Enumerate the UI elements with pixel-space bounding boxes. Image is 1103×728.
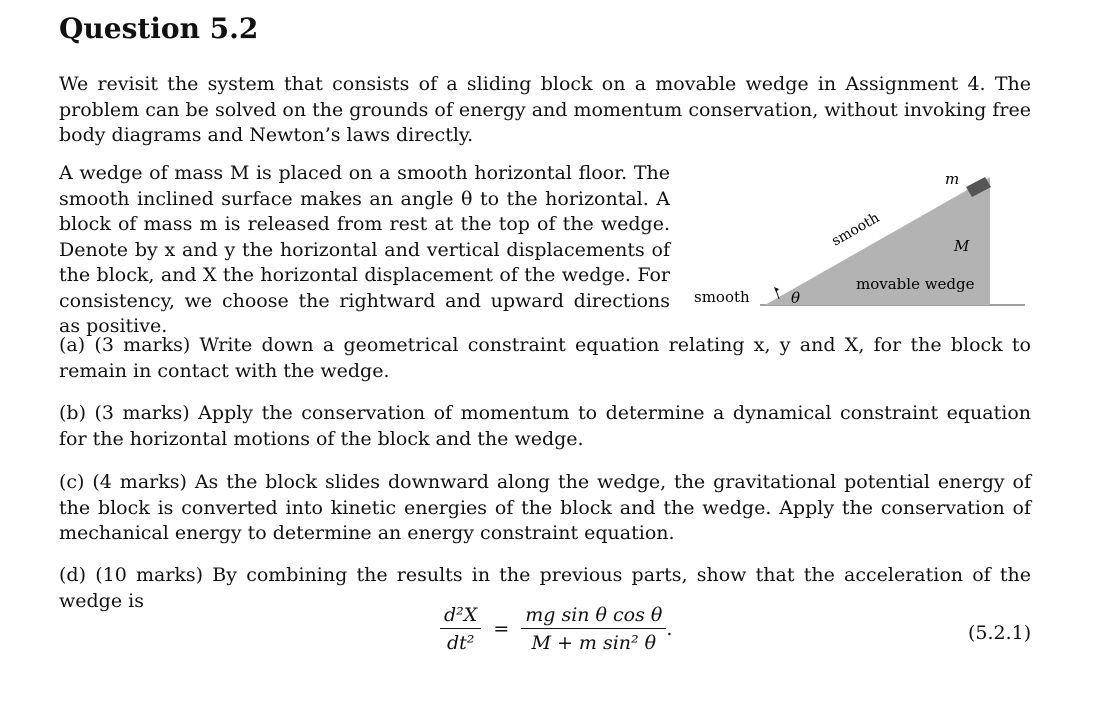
angle-label: θ — [791, 289, 801, 307]
intro-paragraph: We revisit the system that consists of a sliding block on a movable wedge in Assignment 4. The problem can be solved on the grounds of energy and momentum conservation, without invoking free body diagrams and Newton’s laws directly. — [59, 73, 1031, 146]
block-mass-label: m — [945, 170, 960, 188]
rhs-fraction: $\frac{\text{mg sin θ cos θ}}{\text{M + m sin² θ}}$ — [521, 604, 666, 654]
equation-number: (5.2.1) — [968, 622, 1032, 644]
question-title: Question 5.2 — [59, 12, 259, 45]
equation-period: . — [666, 618, 673, 640]
floor-label: smooth — [694, 288, 750, 306]
equals-sign: = — [493, 618, 510, 640]
problem-description: A wedge of mass M is placed on a smooth horizontal floor. The smooth inclined surface makes an angle θ to the horizontal. A block of mass m is released from rest at the top of the wedge. Denote by x and y the horizontal and vertical displacements of the block, and X the horizontal displacement of the wedge. For consistency, we choose the rightward and upward directions as positive. — [59, 162, 670, 337]
part-b: (b) (3 marks) Apply the conservation of momentum to determine a dynamical constraint equation for the horizontal motions of the block and the wedge. — [59, 402, 1031, 450]
incline-label: smooth — [829, 209, 883, 250]
wedge-diagram — [680, 160, 1030, 310]
part-c: (c) (4 marks) As the block slides downward along the wedge, the gravitational potential energy of the block is converted into kinetic energies of the block and the wedge. Apply the conservation of mechanical energy to determine an energy constraint equation. — [59, 471, 1031, 544]
lhs-fraction: $\frac{\text{d²X}}{\text{dt²}}$ — [440, 604, 481, 654]
part-d: (d) (10 marks) By combining the results in the previous parts, show that the acceleration of the wedge is — [59, 564, 1031, 612]
wedge-label: movable wedge — [856, 275, 975, 293]
wedge-mass-label: M — [954, 237, 970, 255]
part-a: (a) (3 marks) Write down a geometrical constraint equation relating x, y and X, for the block to remain in contact with the wedge. — [59, 334, 1031, 382]
acceleration-equation — [440, 604, 672, 654]
